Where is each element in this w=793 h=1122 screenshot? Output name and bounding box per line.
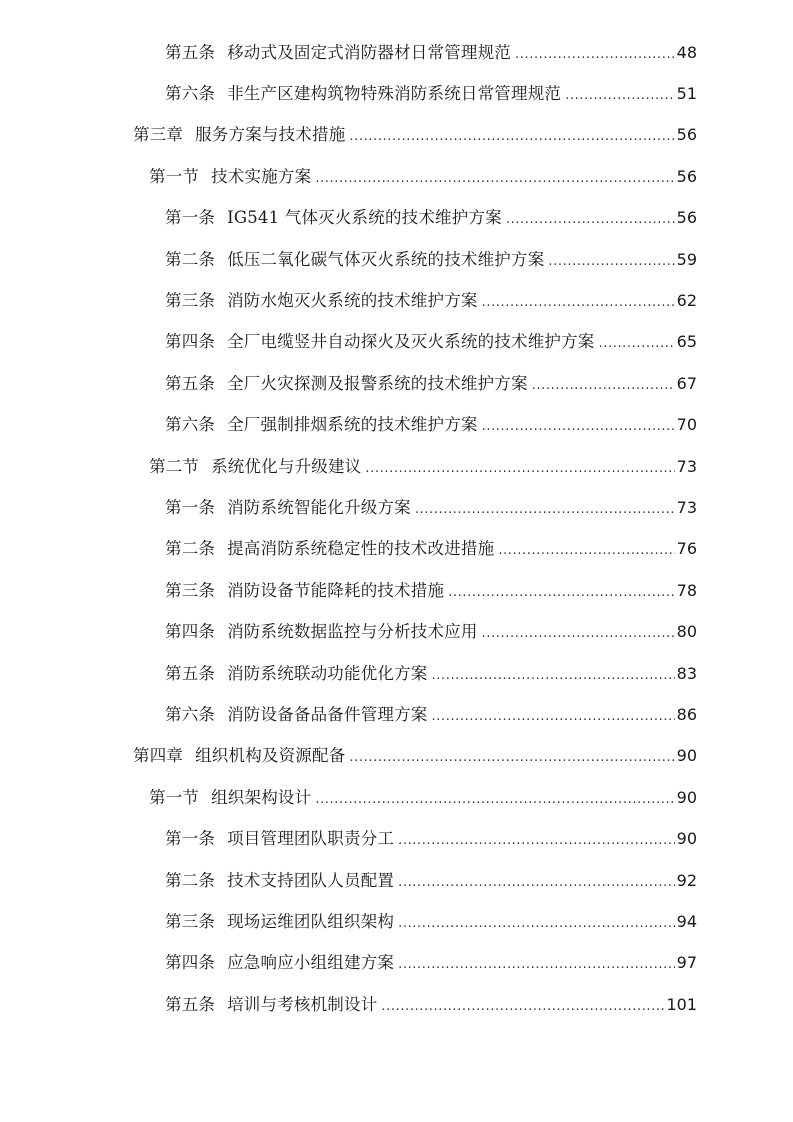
toc-entry-number: 第四章 bbox=[133, 746, 184, 766]
toc-dot-leader bbox=[432, 668, 675, 683]
toc-entry-content bbox=[149, 453, 697, 477]
toc-entry-page-number: 51 bbox=[676, 84, 697, 104]
toc-entry-number: 第五条 bbox=[165, 42, 216, 62]
toc-entry-article[interactable] bbox=[0, 71, 793, 112]
toc-entry-page-number: 76 bbox=[676, 539, 697, 559]
toc-entry-content bbox=[133, 121, 697, 145]
table-of-contents bbox=[0, 30, 793, 1023]
toc-entry-article[interactable] bbox=[0, 320, 793, 361]
toc-entry-content bbox=[165, 370, 697, 394]
toc-entry-number: 第三章 bbox=[133, 125, 184, 145]
toc-entry-page-number: 80 bbox=[676, 622, 697, 642]
toc-entry-title: 系统优化与升级建议 bbox=[211, 456, 362, 476]
toc-entry-page-number: 56 bbox=[676, 208, 697, 228]
toc-entry-content bbox=[165, 204, 697, 228]
toc-entry-page-number: 59 bbox=[676, 249, 697, 269]
toc-entry-content bbox=[165, 867, 697, 891]
toc-entry-content bbox=[149, 163, 697, 187]
toc-dot-leader bbox=[482, 295, 675, 310]
toc-entry-article[interactable] bbox=[0, 899, 793, 940]
toc-entry-section[interactable] bbox=[0, 444, 793, 485]
toc-entry-page-number: 90 bbox=[676, 746, 697, 766]
toc-entry-chapter[interactable] bbox=[0, 734, 793, 775]
toc-entry-number: 第四条 bbox=[165, 332, 216, 352]
toc-entry-title: 消防水炮灭火系统的技术维护方案 bbox=[227, 291, 478, 311]
toc-dot-leader bbox=[398, 957, 675, 972]
toc-entry-page-number: 62 bbox=[676, 291, 697, 311]
toc-entry-number: 第六条 bbox=[165, 704, 216, 724]
toc-dot-leader bbox=[506, 212, 675, 227]
toc-entry-title: 培训与考核机制设计 bbox=[227, 994, 378, 1014]
toc-entry-page-number: 97 bbox=[676, 953, 697, 973]
toc-entry-title: 项目管理团队职责分工 bbox=[227, 829, 395, 849]
toc-entry-page-number: 56 bbox=[676, 166, 697, 186]
toc-entry-title: 应急响应小组组建方案 bbox=[227, 953, 395, 973]
toc-entry-page-number: 73 bbox=[676, 497, 697, 517]
toc-entry-title: 非生产区建构筑物特殊消防系统日常管理规范 bbox=[227, 84, 562, 104]
toc-entry-page-number: 70 bbox=[676, 415, 697, 435]
toc-entry-number: 第一节 bbox=[149, 166, 200, 186]
toc-entry-article[interactable] bbox=[0, 361, 793, 402]
toc-entry-number: 第三条 bbox=[165, 291, 216, 311]
toc-entry-chapter[interactable] bbox=[0, 113, 793, 154]
toc-entry-page-number: 90 bbox=[676, 829, 697, 849]
toc-dot-leader bbox=[599, 336, 675, 351]
toc-dot-leader bbox=[532, 378, 675, 393]
toc-entry-content bbox=[165, 949, 697, 973]
toc-entry-number: 第二条 bbox=[165, 870, 216, 890]
toc-entry-page-number: 90 bbox=[676, 787, 697, 807]
toc-entry-content bbox=[165, 494, 697, 518]
toc-entry-content bbox=[165, 39, 697, 63]
toc-dot-leader bbox=[548, 254, 674, 269]
toc-entry-article[interactable] bbox=[0, 982, 793, 1023]
toc-entry-number: 第一条 bbox=[165, 829, 216, 849]
toc-entry-number: 第四条 bbox=[165, 953, 216, 973]
toc-entry-page-number: 56 bbox=[676, 125, 697, 145]
toc-entry-page-number: 94 bbox=[676, 911, 697, 931]
toc-entry-article[interactable] bbox=[0, 568, 793, 609]
toc-dot-leader bbox=[315, 171, 674, 186]
toc-entry-title: 消防系统数据监控与分析技术应用 bbox=[227, 622, 478, 642]
toc-entry-article[interactable] bbox=[0, 403, 793, 444]
toc-entry-number: 第五条 bbox=[165, 994, 216, 1014]
toc-entry-number: 第二条 bbox=[165, 539, 216, 559]
toc-dot-leader bbox=[432, 709, 675, 724]
toc-entry-content bbox=[165, 577, 697, 601]
toc-entry-content bbox=[165, 908, 697, 932]
toc-entry-article[interactable] bbox=[0, 237, 793, 278]
toc-entry-article[interactable] bbox=[0, 651, 793, 692]
toc-entry-article[interactable] bbox=[0, 941, 793, 982]
toc-entry-content bbox=[133, 742, 697, 766]
toc-entry-content bbox=[165, 80, 697, 104]
toc-entry-title: 技术支持团队人员配置 bbox=[227, 870, 395, 890]
toc-entry-number: 第六条 bbox=[165, 84, 216, 104]
toc-dot-leader bbox=[482, 419, 675, 434]
toc-entry-page-number: 78 bbox=[676, 580, 697, 600]
toc-entry-article[interactable] bbox=[0, 278, 793, 319]
toc-entry-page-number: 92 bbox=[676, 870, 697, 890]
toc-entry-content bbox=[165, 701, 697, 725]
toc-entry-number: 第二条 bbox=[165, 249, 216, 269]
toc-entry-number: 第五条 bbox=[165, 373, 216, 393]
toc-entry-content bbox=[165, 411, 697, 435]
toc-dot-leader bbox=[349, 750, 674, 765]
toc-entry-title: 服务方案与技术措施 bbox=[195, 125, 346, 145]
toc-entry-page-number: 67 bbox=[676, 373, 697, 393]
toc-entry-article[interactable] bbox=[0, 858, 793, 899]
toc-entry-number: 第二节 bbox=[149, 456, 200, 476]
toc-entry-number: 第一节 bbox=[149, 787, 200, 807]
toc-entry-title: 组织机构及资源配备 bbox=[195, 746, 346, 766]
toc-entry-title: 消防设备备品备件管理方案 bbox=[227, 704, 428, 724]
toc-dot-leader bbox=[515, 47, 675, 62]
toc-entry-content bbox=[149, 784, 697, 808]
toc-entry-page-number: 48 bbox=[676, 42, 697, 62]
toc-dot-leader bbox=[381, 999, 664, 1014]
toc-entry-content bbox=[165, 825, 697, 849]
toc-entry-number: 第一条 bbox=[165, 497, 216, 517]
toc-entry-page-number: 86 bbox=[676, 704, 697, 724]
toc-entry-content bbox=[165, 618, 697, 642]
toc-entry-article[interactable] bbox=[0, 485, 793, 526]
toc-entry-title: 提高消防系统稳定性的技术改进措施 bbox=[227, 539, 495, 559]
toc-entry-number: 第三条 bbox=[165, 580, 216, 600]
toc-entry-number: 第五条 bbox=[165, 663, 216, 683]
toc-dot-leader bbox=[365, 461, 674, 476]
toc-entry-title: 全厂电缆竖井自动探火及灭火系统的技术维护方案 bbox=[227, 332, 595, 352]
toc-entry-title: 消防系统联动功能优化方案 bbox=[227, 663, 428, 683]
toc-dot-leader bbox=[398, 916, 675, 931]
toc-entry-number: 第一条 bbox=[165, 208, 216, 228]
toc-entry-article[interactable] bbox=[0, 527, 793, 568]
toc-dot-leader bbox=[498, 543, 674, 558]
toc-entry-title: IG541 气体灭火系统的技术维护方案 bbox=[227, 208, 502, 228]
toc-entry-article[interactable] bbox=[0, 196, 793, 237]
toc-entry-content bbox=[165, 287, 697, 311]
toc-entry-title: 消防设备节能降耗的技术措施 bbox=[227, 580, 445, 600]
toc-entry-section[interactable] bbox=[0, 775, 793, 816]
toc-entry-title: 低压二氧化碳气体灭火系统的技术维护方案 bbox=[227, 249, 545, 269]
toc-entry-article[interactable] bbox=[0, 609, 793, 650]
toc-entry-content bbox=[165, 991, 697, 1015]
toc-entry-article[interactable] bbox=[0, 30, 793, 71]
toc-entry-page-number: 65 bbox=[676, 332, 697, 352]
toc-dot-leader bbox=[349, 129, 674, 144]
toc-entry-title: 现场运维团队组织架构 bbox=[227, 911, 395, 931]
toc-entry-title: 移动式及固定式消防器材日常管理规范 bbox=[227, 42, 512, 62]
toc-entry-content bbox=[165, 535, 697, 559]
toc-entry-number: 第六条 bbox=[165, 415, 216, 435]
toc-entry-title: 技术实施方案 bbox=[211, 166, 312, 186]
toc-entry-title: 组织架构设计 bbox=[211, 787, 312, 807]
toc-entry-page-number: 73 bbox=[676, 456, 697, 476]
toc-dot-leader bbox=[482, 626, 675, 641]
toc-dot-leader bbox=[315, 792, 674, 807]
toc-entry-content bbox=[165, 660, 697, 684]
toc-entry-content bbox=[165, 246, 697, 270]
toc-entry-title: 全厂火灾探测及报警系统的技术维护方案 bbox=[227, 373, 528, 393]
toc-dot-leader bbox=[398, 833, 675, 848]
toc-dot-leader bbox=[565, 88, 675, 103]
toc-entry-section[interactable] bbox=[0, 154, 793, 195]
toc-entry-content bbox=[165, 328, 697, 352]
toc-entry-title: 全厂强制排烟系统的技术维护方案 bbox=[227, 415, 478, 435]
toc-entry-article[interactable] bbox=[0, 692, 793, 733]
toc-dot-leader bbox=[415, 502, 675, 517]
toc-dot-leader bbox=[398, 875, 675, 890]
toc-entry-number: 第四条 bbox=[165, 622, 216, 642]
toc-dot-leader bbox=[448, 585, 674, 600]
toc-entry-title: 消防系统智能化升级方案 bbox=[227, 497, 411, 517]
toc-entry-page-number: 101 bbox=[666, 994, 697, 1014]
toc-entry-page-number: 83 bbox=[676, 663, 697, 683]
toc-entry-number: 第三条 bbox=[165, 911, 216, 931]
toc-entry-article[interactable] bbox=[0, 816, 793, 857]
